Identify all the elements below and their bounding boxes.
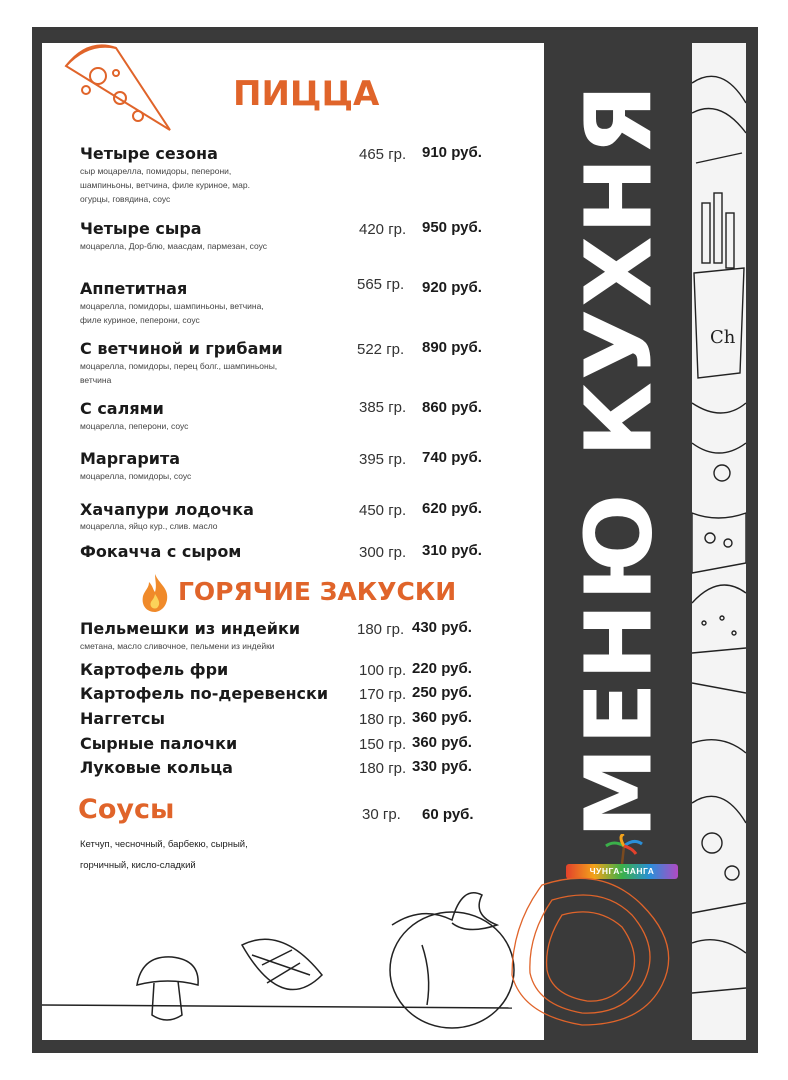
section-title-pizza: ПИЦЦА [233, 74, 380, 114]
logo-text: ЧУНГА-ЧАНГА [566, 864, 678, 879]
pizza-item-price: 950 руб. [422, 219, 482, 236]
hot-item-price: 330 руб. [412, 758, 472, 775]
hot-item-price: 250 руб. [412, 684, 472, 701]
flame-icon [137, 572, 173, 614]
sauces-weight: 30 гр. [362, 806, 401, 823]
hot-item-weight: 100 гр. [359, 662, 407, 679]
food-illustration [42, 865, 692, 1040]
hot-item-price: 360 руб. [412, 734, 472, 751]
sauces-price: 60 руб. [422, 806, 474, 823]
pizza-item-price: 620 руб. [422, 500, 482, 517]
hot-item-weight: 150 гр. [359, 736, 407, 753]
food-sketch-icon [692, 43, 746, 1040]
menu-vertical-title [562, 81, 676, 839]
pizza-item-name: Четыре сезона [80, 144, 218, 163]
pizza-item-price: 910 руб. [422, 144, 482, 161]
pizza-item-desc: моцарелла, пеперони, соус [80, 421, 189, 431]
pizza-item-weight: 420 гр. [359, 221, 407, 238]
hot-item-name: Картофель фри [80, 660, 229, 679]
pizza-item-price: 860 руб. [422, 399, 482, 416]
pizza-item-desc: сыр моцарелла, помидоры, пеперони, шампиньоны, ветчина, филе куриное, мар. огурцы, говядина, соус [80, 166, 250, 204]
pizza-item-desc: моцарелла, помидоры, шампиньоны, ветчина, филе куриное, пеперони, соус [80, 301, 264, 325]
svg-text:Ch: Ch [710, 327, 736, 348]
pizza-item-price: 740 руб. [422, 449, 482, 466]
pizza-item-name: Аппетитная [80, 279, 188, 298]
sauces-desc: Кетчуп, чесночный, барбекю, сырный, горчичный, кисло-сладкий [80, 839, 248, 871]
hot-item-name: Сырные палочки [80, 734, 238, 753]
hot-item-price: 220 руб. [412, 660, 472, 677]
pizza-item-name: С ветчиной и грибами [80, 339, 283, 358]
pizza-item-desc: моцарелла, помидоры, соус [80, 471, 192, 481]
pizza-item-name: Маргарита [80, 449, 181, 468]
hot-item-weight: 180 гр. [359, 760, 407, 777]
section-title-hot: ГОРЯЧИЕ ЗАКУСКИ [178, 577, 457, 606]
pizza-item-weight: 395 гр. [359, 451, 407, 468]
hot-item-name: Наггетсы [80, 709, 165, 728]
hot-item-weight: 170 гр. [359, 686, 407, 703]
hot-item-name: Луковые кольца [80, 758, 233, 777]
hot-item-desc: сметана, масло сливочное, пельмени из индейки [80, 641, 275, 651]
hot-item-price: 430 руб. [412, 619, 472, 636]
pizza-item-price: 920 руб. [422, 279, 482, 296]
pizza-item-price: 310 руб. [422, 542, 482, 559]
pizza-item-weight: 565 гр. [357, 276, 405, 293]
hot-item-weight: 180 гр. [357, 621, 405, 638]
lemon-icon [242, 939, 322, 989]
pizza-item-name: Четыре сыра [80, 219, 202, 238]
menu-title: МЕНЮ КУХНЯ [565, 81, 673, 839]
pizza-slice-icon [58, 38, 178, 138]
pizza-item-weight: 300 гр. [359, 544, 407, 561]
pizza-item-name: С салями [80, 399, 164, 418]
pizza-item-desc: моцарелла, яйцо кур., слив. масло [80, 521, 218, 531]
mushroom-icon [137, 957, 198, 1020]
section-title-sauces: Соусы [78, 794, 175, 825]
hot-item-name: Картофель по-деревенски [80, 684, 329, 703]
food-sketch-strip [692, 43, 746, 1040]
pizza-item-weight: 450 гр. [359, 502, 407, 519]
pizza-item-desc: моцарелла, Дор-блю, маасдам, пармезан, соус [80, 241, 268, 251]
pizza-item-weight: 465 гр. [359, 146, 407, 163]
pizza-item-price: 890 руб. [422, 339, 482, 356]
hot-item-name: Пельмешки из индейки [80, 619, 301, 638]
pizza-item-desc: моцарелла, помидоры, перец болг., шампиньоны, ветчина [80, 361, 278, 385]
pizza-item-weight: 522 гр. [357, 341, 405, 358]
pizza-item-name: Фокачча с сыром [80, 542, 242, 561]
hot-item-weight: 180 гр. [359, 711, 407, 728]
pizza-item-weight: 385 гр. [359, 399, 407, 416]
pizza-item-name: Хачапури лодочка [80, 500, 254, 519]
hot-item-price: 360 руб. [412, 709, 472, 726]
